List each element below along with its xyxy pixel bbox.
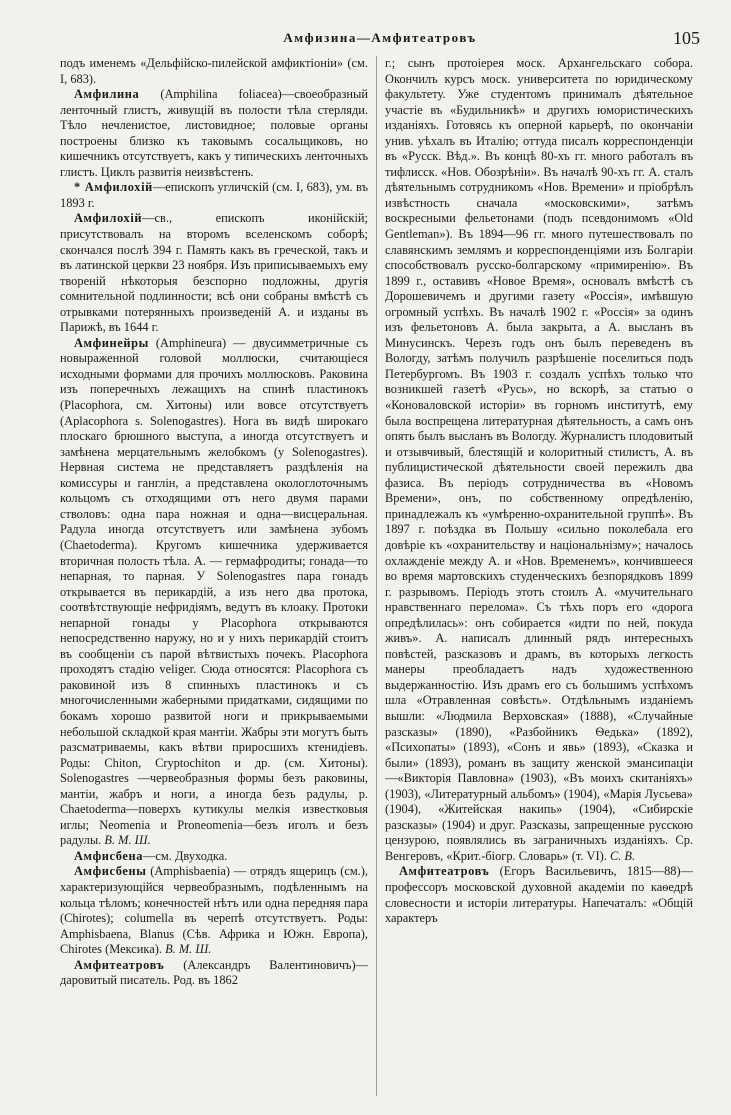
- entry-headword: Амфилина: [74, 87, 140, 102]
- dictionary-entry: [385, 56, 693, 864]
- page-header: [60, 28, 700, 48]
- entry-text: (Егоръ Васильевичъ, 1815—88)—профессоръ московской духовной академіи по каѳедрѣ словесности и исторіи литературы. Напечаталъ: «Общій характеръ: [385, 864, 693, 926]
- entry-text: —см. Двуходка.: [143, 848, 228, 863]
- entry-text: —св., епископъ иконійскій; присутствовалъ на второмъ вселенскомъ соборѣ; скончался послѣ 394 г. Память какъ въ греческой, такъ и въ латинской церкви 23 ноября. Изъ приписываемыхъ ему твореній нѣкоторыя безспорно подложны, другія сомнительной подлинности; всѣ они собраны вмѣстѣ съ отрывками потерянныхъ произведеній А. и изданы въ Парижѣ, въ 1644 г.: [60, 211, 368, 335]
- page-number: 105: [673, 28, 700, 48]
- dictionary-entry: [60, 56, 368, 87]
- column-divider: [376, 56, 377, 1096]
- entry-headword: Амфилохій: [74, 211, 143, 226]
- dictionary-entry: [60, 211, 368, 335]
- entry-text: (Александръ Валентиновичъ)—даровитый писатель. Род. въ 1862: [60, 957, 368, 988]
- author-signature: В. М. Ш.: [104, 833, 151, 848]
- entry-text: (Amphisbaenia) — отрядъ ящерицъ (см.), характеризующійся червеобразнымъ, подѣленнымъ на кольца тѣломъ; конечностей нѣтъ или одна передняя пара (Chirotes); columella въ черепѣ отсутствуетъ. Роды: Amphisbaena, Blanus (Сѣв. Африка и Южн. Европа), Chirotes (Мексика).: [60, 864, 368, 957]
- running-head: Амфизина—Амфитеатровъ: [283, 30, 477, 45]
- left-column: [60, 56, 368, 1096]
- entry-text: —епископъ угличскій (см. I, 683), ум. въ 1893 г.: [60, 180, 368, 210]
- entry-headword: Амфисбены: [74, 864, 147, 879]
- entry-headword: * Амфилохій: [74, 180, 153, 195]
- dictionary-entry: [60, 180, 368, 211]
- right-column: [385, 56, 693, 1096]
- entry-text: (Amphineura) — двусимметричные съ новыраженной головой моллюски, считающіеся исходными формами для прочихъ моллюсковъ. Раковина изъ поперечныхъ лежащихъ на спинѣ пластинокъ (Placophora, см. Хитоны) или вовсе отсутствуетъ (Aplacophora s. Solenogastres). Нога въ видѣ широкаго плоскаго брюшного выступа, а иногда отсутствуетъ и замѣнена мерцательнымъ желобкомъ (у Solenogastres). Нервная система не представляетъ раздѣленія на комиссуры и ганглін, а представлена окологлоточнымъ кольцомъ съ отходящими отъ него двумя парами стволовъ: одна пара ножная и одна—висцеральная. Радула иногда отсутствуетъ или замѣнена зубомъ (Chaetoderma). Кругомъ кишечника удерживается вторичная полость тѣла. А. — гермафродиты; гонада—то непарная, то парная. У Solenogastres пара гонадъ открывается въ перикардій, а изъ него два протока, соотвѣтствующіе нефридіямъ, ведутъ въ клоаку. Протоки непарной гонады у Placophora открываются непосредственно наружу, но и у нихъ перикардій стоитъ въ сообщеніи съ парой вѣтвистыхъ почекъ. Placophora проходятъ стадію veliger. Сюда относятся: Placophora съ раковиной изъ 8 спинныхъ пластинокъ и съ многочисленными жаберными придатками, сидящими по бокамъ хорошо развитой ноги и прикрываемыми небольшой складкой края мантіи. Жабры эти могутъ быть разсматриваемы, какъ вѣтви приросшихъ ктенидіевъ. Роды: Chiton, Cryptochiton и др. (см. Хитоны). Solenogastres —червеобразныя формы безъ раковины, мантіи, жабръ и ноги, а иногда безъ радулы, р. Chaetoderma—поверхъ кутикулы мелкія известковыя иглы; Neomenia и Proneomenia—безъ иголъ и безъ радулы.: [60, 335, 368, 848]
- dictionary-entry: [60, 87, 368, 180]
- entry-text: подъ именемъ «Дельфійско-пилейской амфиктіоніи» (см. I, 683).: [60, 56, 368, 86]
- dictionary-entry: [60, 958, 368, 989]
- author-signature: В. М. Ш.: [165, 942, 212, 957]
- dictionary-entry: [60, 864, 368, 957]
- dictionary-entry: [385, 864, 693, 926]
- entry-headword: Амфитеатровъ: [74, 957, 165, 972]
- author-signature: С. В.: [609, 848, 636, 863]
- entry-headword: Амфисбена: [74, 848, 144, 863]
- entry-text: г.; сынъ протоіерея моск. Архангельскаго собора. Окончилъ курсъ моск. университета по юридическому факультету. Уже студентомъ принималъ дѣятельное участіе въ «Будильникѣ» и другихъ юмористическихъ изданіяхъ. Готовясь къ оперной карьерѣ, по окончаніи унив. уѣхалъ въ Италію; оттуда писалъ корреспонденціи въ «Русск. Вѣд.». Въ концѣ 80-хъ гг. много работалъ въ тифлисск. «Нов. Обозрѣніи». Въ началѣ 90-хъ гг. А. сталъ дѣятельнымъ сотрудникомъ «Нов. Времени» и пріобрѣлъ извѣстность сначала «московскими», затѣмъ воскресными фельетонами (подъ псевдонимомъ «Old Gentleman»). Въ 1894—96 гг. много путешествовалъ по славянскимъ землямъ и корреспонденціями изъ Болгаріи способствовалъ русско-болгарскому «примиренію». Въ 1899 г., оставивъ «Новое Время», основалъ вмѣстѣ съ Дорошевичемъ и другими газету «Россія», имѣвшую огромный успѣхъ. Въ началѣ 1902 г. «Россія» за одинъ изъ фельетоновъ А. была закрыта, а А. высланъ въ Минусинскъ. Черезъ годъ онъ былъ переведенъ въ Вологду, затѣмъ получилъ разрѣшеніе поселиться подъ Петербургомъ. Въ 1903 г. создалъ успѣхъ только что возникшей газетѣ «Русь», но вскорѣ, за статью о «Коноваловской исторіи» въ горномъ институтѣ, ему была воспрещена литературная дѣятельность, а самъ онъ опять былъ высланъ въ Вологду. Журналистъ плодовитый и отзывчивый, блестящій и колоритный стилистъ, А. въ публицистической дѣятельности своей пережилъ два фазиса. Въ періодъ сотрудничества въ «Новомъ Времени», онъ, по собственному опредѣленію, принадлежалъ къ «умѣренно-охранительной группѣ». Въ 1897 г. поѣздка въ Польшу «сильно поколебала его довѣріе къ «охранительству и національнізму»; началось охлажденіе между А. и «Нов. Временемъ», кончившееся во время мартовскихъ студенческихъ безпорядковъ 1899 г. разрывомъ. Періодъ этотъ стоилъ А. «мучительнаго нравственнаго перелома». Съ тѣхъ поръ его «дорога опредѣлилась»: онъ собирается «идти по ней, покуда живъ». А. написалъ длинный рядъ интересныхъ повѣстей, разсказовъ и драмъ, въ которыхъ легкость манеры преобладаетъ надъ художественною выдержанностію. Изъ драмъ его съ большимъ успѣхомъ шла «Отравленная совѣсть». Отдѣльнымъ изданіемъ вышли: «Людмила Верховская» (1888), «Случайные разсказы» (1890), «Разбойникъ Ѳедька» (1892), «Психопаты» (1893), «Сонъ и явь» (1893), «Сказка и были» (1893), романъ въ защиту женской эмансипаціи—«Викторія Павловна» (1903), «Въ моихъ скитаніяхъ» (1903), «Литературный альбомъ» (1904), «Марія Лусьева» (1904), «Житейская накипь» (1904), «Сибирскіе разсказы» (1904) и друг. Разсказы, запрещенные русскою цензурою, появлялись въ заграничныхъ изданіяхъ. Ср. Венгеровъ, «Крит.-біогр. Словарь» (т. VI).: [385, 56, 693, 863]
- entry-headword: Амфитеатровъ: [399, 864, 490, 879]
- dictionary-entry: [60, 849, 368, 865]
- entry-headword: Амфинейры: [74, 335, 149, 350]
- entry-text: (Amphilina foliacea)—своеобразный ленточный глистъ, живущій въ полости тѣла стерляди. Тѣло нечленистое, листовидное; половые органы построены близко къ таковымъ сосальщиковъ, но кишечникъ отсутствуетъ, какъ у типическихъ ленточныхъ глистъ. Циклъ развитія неизвѣстенъ.: [60, 87, 368, 179]
- dictionary-entry: [60, 336, 368, 849]
